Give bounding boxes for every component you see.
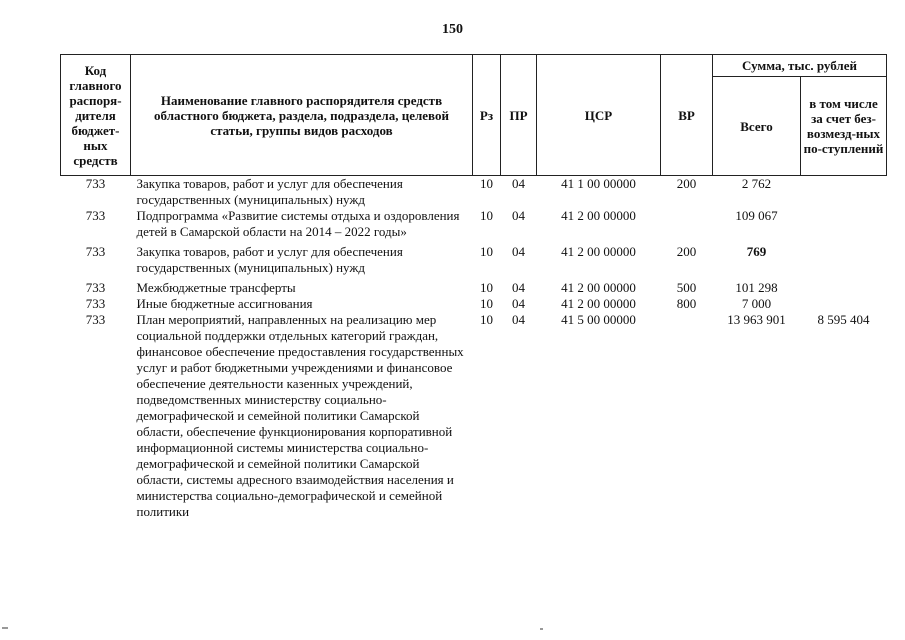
page-number: 150 [442, 22, 463, 37]
cell-rz: 10 [480, 280, 493, 295]
cell-code: 733 [85, 312, 106, 327]
cell-rz: 10 [480, 244, 493, 259]
cell-incl [801, 296, 887, 312]
cell-total: 13 963 901 [727, 312, 786, 327]
cell-total: 109 067 [735, 208, 778, 223]
cell-pr: 04 [512, 244, 525, 259]
table-header [61, 55, 887, 176]
table-row [61, 276, 887, 296]
cell-vr [661, 312, 713, 520]
cell-csr: 41 5 00 00000 [561, 312, 636, 327]
cell-name: Закупка товаров, работ и услуг для обеспечения государственных (муниципальных) нужд [136, 244, 403, 275]
cell-name: План мероприятий, направленных на реализацию мер социальной поддержки отдельных категорий граждан, финансовое обеспечение предоставления государственных услуг и работ бюджетными учреждениями и финансовое обеспечение деятельности казенных учреждений, подведомственных министерству социально-демографической и семейной политики Самарской области, обеспечение функционирования корпоративной информационной системы министерства социально-демографической и семейной политики Самарской области, системы адресного взаимодействия населения и министерства социально-демографической и семейной политики [136, 312, 464, 519]
header-vr: ВР [661, 55, 713, 176]
cell-vr: 500 [676, 280, 697, 295]
cell-pr: 04 [512, 208, 525, 223]
cell-total: 101 298 [735, 280, 778, 295]
header-code: Код главного распоря-дителя бюджет-ных средств [61, 55, 131, 176]
cell-csr: 41 2 00 00000 [561, 208, 636, 223]
cell-pr: 04 [512, 296, 525, 311]
cell-name: Закупка товаров, работ и услуг для обеспечения государственных (муниципальных) нужд [136, 176, 403, 207]
cell-code: 733 [85, 176, 106, 191]
header-incl: в том числе за счет без-возмезд-ных по-ступлений [801, 77, 887, 176]
cell-csr: 41 1 00 00000 [561, 176, 636, 191]
cell-incl: 8 595 404 [817, 312, 870, 327]
cell-incl [801, 276, 887, 296]
table-row [61, 240, 887, 276]
cell-code: 733 [85, 280, 106, 295]
cell-csr: 41 2 00 00000 [561, 280, 636, 295]
header-rz: Рз [473, 55, 501, 176]
header-name: Наименование главного распорядителя средств областного бюджета, раздела, подраздела, целевой статьи, группы видов расходов [131, 55, 473, 176]
cell-vr: 200 [676, 176, 697, 191]
cell-incl [801, 240, 887, 276]
budget-table [60, 54, 887, 520]
cell-incl [801, 176, 887, 209]
table-row [61, 176, 887, 209]
table-row [61, 208, 887, 240]
cell-code: 733 [85, 244, 106, 259]
cell-name: Иные бюджетные ассигнования [136, 296, 313, 311]
table-body [61, 176, 887, 521]
cell-total: 7 000 [741, 296, 772, 311]
cell-name: Межбюджетные трансферты [136, 280, 296, 295]
cell-rz: 10 [480, 176, 493, 191]
cell-rz: 10 [480, 296, 493, 311]
cell-total: 2 762 [741, 176, 772, 191]
table-row [61, 312, 887, 520]
cell-vr: 800 [676, 296, 697, 311]
cell-csr: 41 2 00 00000 [561, 296, 636, 311]
header-csr: ЦСР [537, 55, 661, 176]
cell-name: Подпрограмма «Развитие системы отдыха и оздоровления детей в Самарской области на 2014 – 2022 годы» [136, 208, 460, 239]
header-pr: ПР [501, 55, 537, 176]
cell-csr: 41 2 00 00000 [561, 244, 636, 259]
header-sum-group: Сумма, тыс. рублей [713, 55, 887, 77]
cell-incl [801, 208, 887, 240]
cell-pr: 04 [512, 176, 525, 191]
scan-mark [540, 628, 543, 630]
cell-pr: 04 [512, 280, 525, 295]
scan-mark [2, 627, 8, 629]
cell-pr: 04 [512, 312, 525, 327]
cell-vr [661, 208, 713, 240]
cell-code: 733 [85, 208, 106, 223]
cell-code: 733 [85, 296, 106, 311]
cell-total: 769 [746, 244, 767, 259]
cell-rz: 10 [480, 312, 493, 327]
table-row [61, 296, 887, 312]
header-total: Всего [713, 77, 801, 176]
cell-rz: 10 [480, 208, 493, 223]
cell-vr: 200 [676, 244, 697, 259]
